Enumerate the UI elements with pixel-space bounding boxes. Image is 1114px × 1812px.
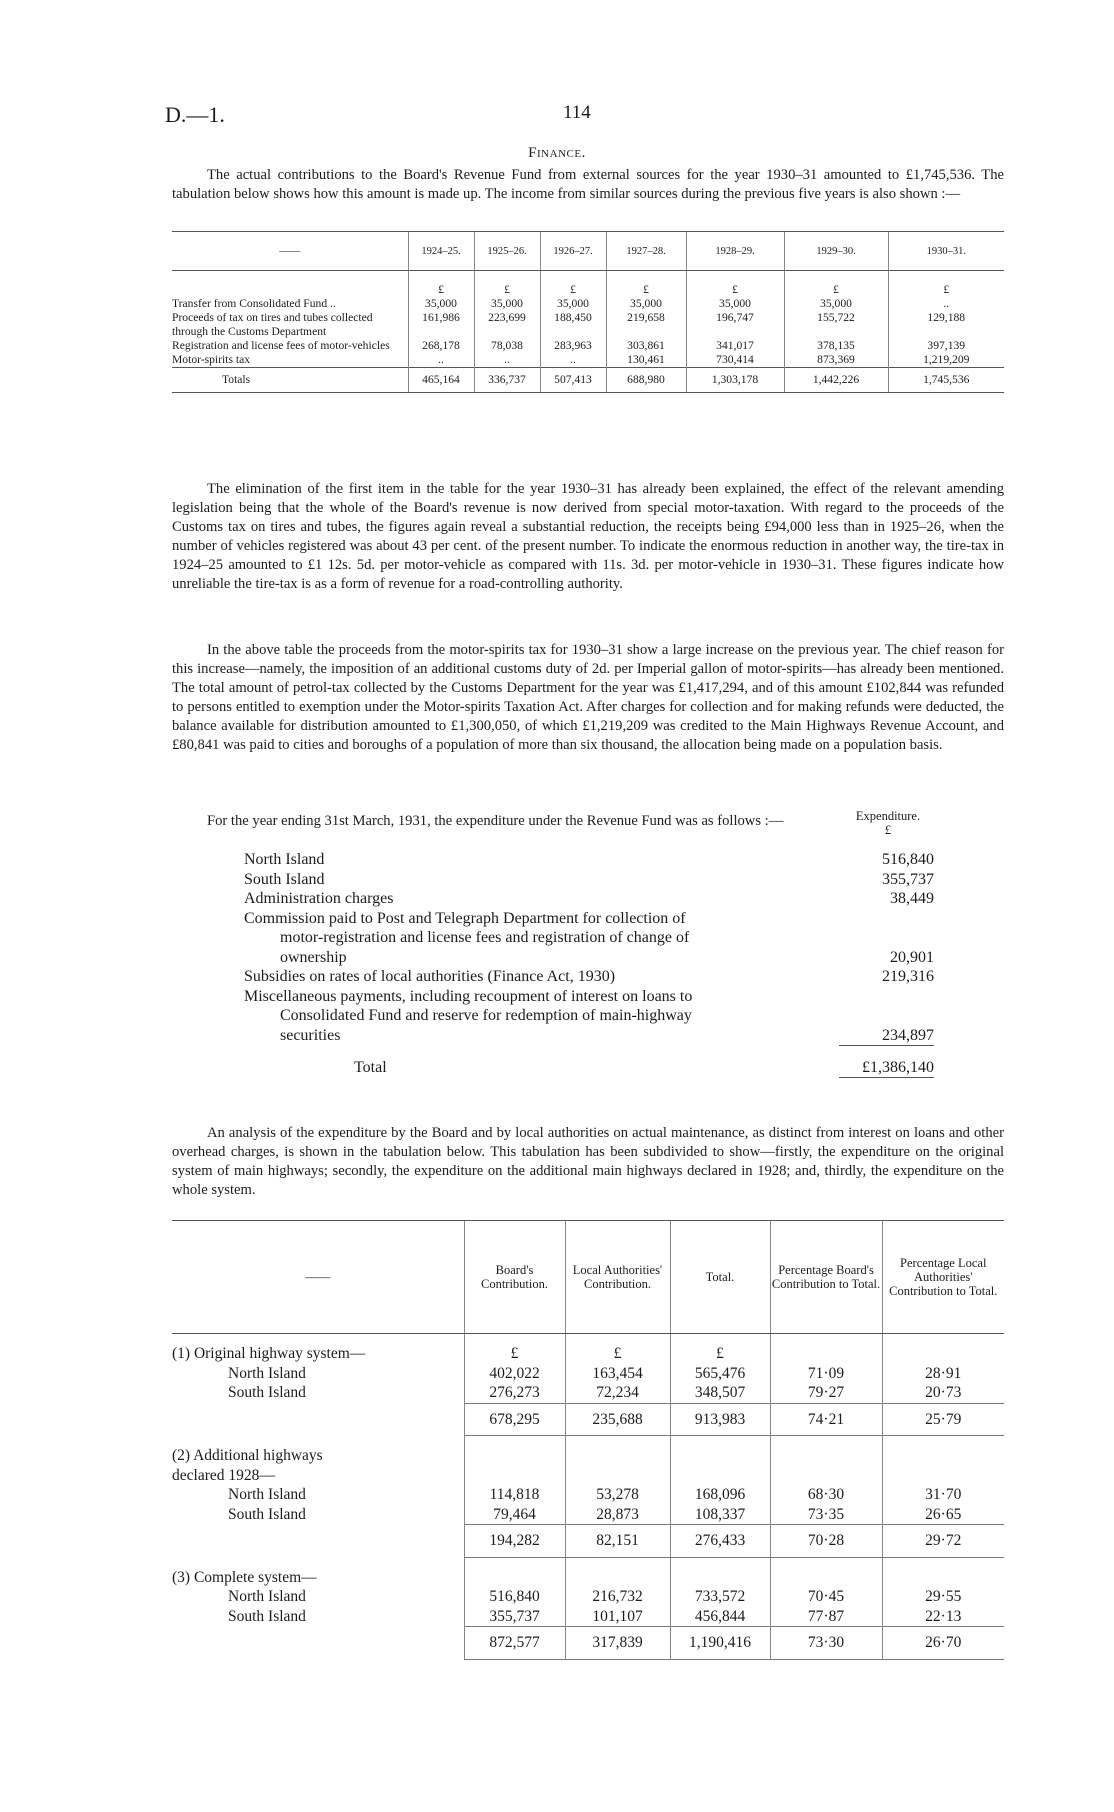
expenditure-column-header [838,809,938,837]
cell: 26·70 [882,1627,1004,1660]
cell: 235,688 [565,1403,670,1436]
year-header: 1929–30. [784,232,888,271]
cell: 35,000 [540,297,606,311]
maintenance-header-row [172,1221,1004,1334]
section-title: Finance. [528,145,586,161]
page-number: 114 [563,102,591,123]
currency-symbol: £ [888,271,1004,298]
list-item [244,967,934,987]
item-label-continued: motor-registration and license fees and registration of change of [280,929,690,946]
cell: 733,572 [670,1587,770,1607]
cell: 730,414 [686,353,784,368]
item-amount: 234,897 [839,1026,934,1046]
cell: 303,861 [606,339,686,353]
cell: 68·30 [770,1485,882,1505]
cell: 268,178 [408,339,474,353]
cell: 223,699 [474,311,540,339]
body-paragraph: In the above table the proceeds from the motor-spirits tax for 1930–31 show a large increase on the previous year. The chief reason for this increase—namely, the imposition of an additional customs duty of 2d. per Imperial gallon of motor-spirits—has already been mentioned. The total amount of petrol-tax collected by the Customs Department for the year was £1,417,294, and of this amount £102,844 was refunded to persons entitled to exemption under the Motor-spirits Taxation Act. After charges for collection and for making refunds were deducted, the balance available for distribution amounted to £1,300,050, of which £1,219,209 was credited to the Main Highways Revenue Account, and £80,841 was paid to cities and boroughs of a population of more than six thousand, the allocation being made on a population basis. [172,642,1004,753]
year-header: 1927–28. [606,232,686,271]
column-header: Percentage Local Authorities' Contribution to Total. [882,1221,1004,1334]
cell: 35,000 [784,297,888,311]
cell: 161,986 [408,311,474,339]
cell: 70·28 [770,1525,882,1558]
cell: 196,747 [686,311,784,339]
item-label: North Island [244,851,325,868]
cell: 465,164 [408,368,474,393]
cell: 108,337 [670,1505,770,1525]
cell: 82,151 [565,1525,670,1558]
column-header: Local Authorities' Contribution. [565,1221,670,1334]
section-title: (3) Complete system— [172,1568,317,1586]
currency-symbol: £ [670,1344,770,1364]
cell: 71·09 [770,1364,882,1384]
cell: 26·65 [882,1505,1004,1525]
cell: 378,135 [784,339,888,353]
document-code: D.—1. [165,102,225,127]
list-item [244,870,934,890]
cell: 397,139 [888,339,1004,353]
cell: 336,737 [474,368,540,393]
revenue-blank-header: —— [172,232,408,271]
cell: 348,507 [670,1383,770,1403]
row-label: Proceeds of tax on tires and tubes collected through the Customs Department [172,311,373,338]
table-row [172,1364,1004,1384]
list-item [244,889,934,909]
cell: 25·79 [882,1403,1004,1436]
item-amount: 355,737 [882,870,934,888]
row-label: South Island [228,1607,306,1625]
currency-row [172,271,1004,298]
cell: 70·45 [770,1587,882,1607]
table-row [172,1485,1004,1505]
cell: 35,000 [408,297,474,311]
page-header [165,102,1025,126]
cell: 1,190,416 [670,1627,770,1660]
expenditure-header-label: Expenditure. [855,809,921,823]
cell: 276,273 [464,1383,565,1403]
cell: .. [540,353,606,368]
expenditure-total-row [244,1058,934,1078]
cell: 31·70 [882,1485,1004,1505]
cell: 78,038 [474,339,540,353]
cell: 565,476 [670,1364,770,1384]
cell: 188,450 [540,311,606,339]
total-amount: £1,386,140 [839,1058,934,1078]
cell: 79,464 [464,1505,565,1525]
item-amount: 516,840 [882,851,934,868]
cell: 79·27 [770,1383,882,1403]
cell: .. [408,353,474,368]
row-label: North Island [228,1364,306,1382]
total-label: Total [354,1059,387,1076]
item-label: Commission paid to Post and Telegraph Department for collection of [244,909,686,927]
item-label-continued: Consolidated Fund and reserve for redemption of main-highway [280,1007,692,1024]
table-row [172,297,1004,311]
cell: 1,442,226 [784,368,888,393]
year-header: 1925–26. [474,232,540,271]
row-label: North Island [228,1486,306,1503]
section-heading-row [172,1446,1004,1485]
currency-symbol: £ [884,823,892,837]
year-header: 1928–29. [686,232,784,271]
column-header: Total. [670,1221,770,1334]
currency-symbol: £ [686,271,784,298]
cell: 402,022 [464,1364,565,1384]
totals-label: Totals [172,368,408,393]
cell: 688,980 [606,368,686,393]
cell: 28·91 [882,1364,1004,1384]
list-item [244,850,934,870]
analysis-paragraph: An analysis of the expenditure by the Board and by local authorities on actual maintenance, as distinct from interest on loans and other overhead charges, is shown in the tabulation below. This tabulation has been subdivided to show—firstly, the expenditure on the original system of main highways; secondly, the expenditure on the additional main highways declared in 1928; and, thirdly, the expenditure on the whole system. [172,1125,1004,1198]
cell: 516,840 [464,1587,565,1607]
cell: 28,873 [565,1505,670,1525]
cell: 168,096 [670,1485,770,1505]
currency-symbol: £ [408,271,474,298]
item-amount: 38,449 [890,890,934,907]
item-label: Subsidies on rates of local authorities (Finance Act, 1930) [244,968,616,985]
maintenance-blank-header: —— [172,1221,464,1334]
table-row [172,1383,1004,1403]
cell: 20·73 [882,1383,1004,1403]
table-row [172,1607,1004,1627]
cell: 873,369 [784,353,888,368]
cell: 276,433 [670,1525,770,1558]
cell: 155,722 [784,311,888,339]
table-row [172,1505,1004,1525]
item-amount: 219,316 [882,968,934,985]
cell: 73·35 [770,1505,882,1525]
body-paragraph: For the year ending 31st March, 1931, the expenditure under the Revenue Fund was as follows :— [207,813,784,829]
cell: 194,282 [464,1525,565,1558]
row-label: South Island [228,1384,306,1401]
year-header: 1926–27. [540,232,606,271]
currency-symbol: £ [565,1344,670,1364]
cell: 163,454 [565,1364,670,1384]
cell: .. [888,297,1004,311]
table-row [172,353,1004,368]
cell: 1,303,178 [686,368,784,393]
cell: 53,278 [565,1485,670,1505]
cell: 74·21 [770,1403,882,1436]
currency-symbol: £ [784,271,888,298]
expenditure-list [244,850,934,1078]
row-label: Motor-spirits tax [172,353,251,366]
currency-symbol: £ [606,271,686,298]
cell: 872,577 [464,1627,565,1660]
list-item [244,987,934,1007]
cell: 29·72 [882,1525,1004,1558]
cell: 35,000 [686,297,784,311]
table-row [172,339,1004,353]
cell: 219,658 [606,311,686,339]
section-title: (2) Additional highways declared 1928— [172,1447,323,1484]
cell: 77·87 [770,1607,882,1627]
subtotal-row [172,1627,1004,1660]
section-heading-row [172,1568,1004,1588]
intro-paragraph: The actual contributions to the Board's Revenue Fund from external sources for the year 1930–31 amounted to £1,745,536. The tabulation below shows how this amount is made up. The income from similar sources during the previous five years is also shown :— [172,167,1004,202]
cell: 283,963 [540,339,606,353]
table-row [172,1587,1004,1607]
item-label-continued: ownership [280,948,347,966]
cell: 35,000 [474,297,540,311]
item-amount: 20,901 [890,948,934,966]
item-label: South Island [244,870,325,888]
cell: 1,745,536 [888,368,1004,393]
section-heading-row [172,1344,1004,1364]
year-header: 1930–31. [888,232,1004,271]
cell: 456,844 [670,1607,770,1627]
revenue-header-row [172,232,1004,271]
column-header: Percentage Board's Contribution to Total. [770,1221,882,1334]
item-label-continued: securities [280,1027,341,1044]
currency-symbol: £ [474,271,540,298]
subtotal-row [172,1525,1004,1558]
list-item [244,909,934,929]
row-label: Transfer from Consolidated Fund .. [172,297,336,310]
cell: 114,818 [464,1485,565,1505]
item-label: Administration charges [244,890,394,907]
subtotal-row [172,1403,1004,1436]
cell: 678,295 [464,1403,565,1436]
cell: 35,000 [606,297,686,311]
cell: 507,413 [540,368,606,393]
cell: 73·30 [770,1627,882,1660]
revenue-table [172,231,1004,393]
cell: 22·13 [882,1607,1004,1627]
body-paragraph: The elimination of the first item in the table for the year 1930–31 has already been explained, the effect of the relevant amending legislation being that the whole of the Board's revenue is now derived from special motor-taxation. With regard to the proceeds of the Customs tax on tires and tubes, the figures again reveal a substantial reduction, the receipts being £94,000 less than in 1925–26, when the number of vehicles registered was about 43 per cent. of the present number. To indicate the enormous reduction in another way, the tire-tax in 1924–25 amounted to £1 12s. 5d. per motor-vehicle as compared with 11s. 3d. per motor-vehicle in 1930–31. These figures indicate how unreliable the tire-tax is as a form of revenue for a road-controlling authority. [172,481,1004,592]
cell: 341,017 [686,339,784,353]
cell: .. [474,353,540,368]
cell: 355,737 [464,1607,565,1627]
cell: 317,839 [565,1627,670,1660]
currency-symbol: £ [540,271,606,298]
cell: 913,983 [670,1403,770,1436]
cell: 129,188 [888,311,1004,339]
currency-symbol: £ [464,1344,565,1364]
column-header: Board's Contribution. [464,1221,565,1334]
table-row [172,311,1004,339]
cell: 216,732 [565,1587,670,1607]
item-label: Miscellaneous payments, including recoupment of interest on loans to [244,987,693,1005]
section-title: (1) Original highway system— [172,1345,366,1362]
year-header: 1924–25. [408,232,474,271]
cell: 101,107 [565,1607,670,1627]
cell: 130,461 [606,353,686,368]
cell: 1,219,209 [888,353,1004,368]
cell: 72,234 [565,1383,670,1403]
row-label: Registration and license fees of motor-vehicles [172,339,390,352]
row-label: South Island [228,1505,306,1523]
cell: 29·55 [882,1587,1004,1607]
maintenance-table [172,1220,1004,1660]
row-label: North Island [228,1588,306,1605]
totals-row [172,368,1004,393]
